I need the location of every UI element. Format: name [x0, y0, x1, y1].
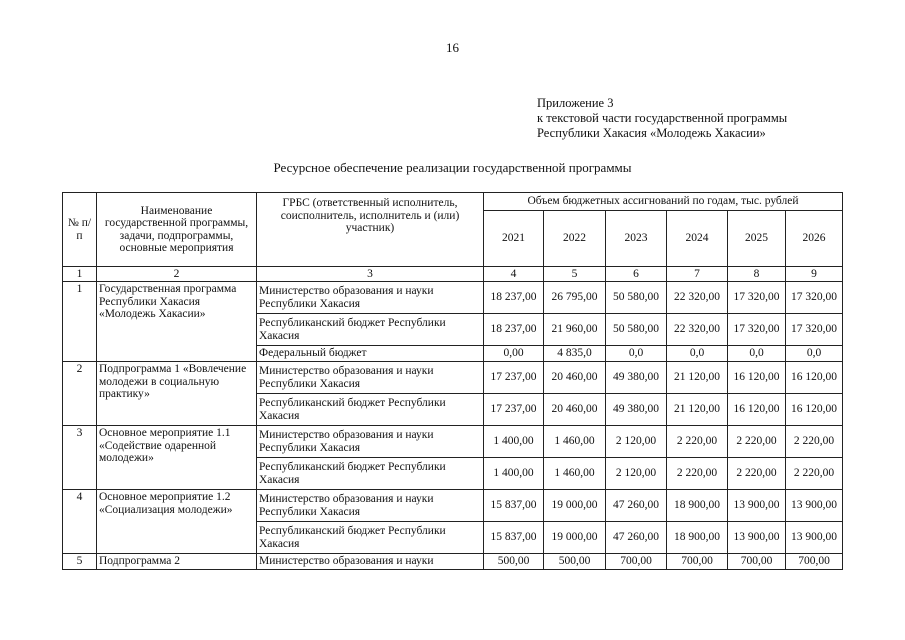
budget-value: 47 260,00	[606, 490, 667, 522]
header-year: 2024	[667, 211, 728, 267]
budget-value: 1 400,00	[484, 458, 544, 490]
program-name: Подпрограмма 2	[97, 554, 257, 570]
budget-value: 49 380,00	[606, 362, 667, 394]
budget-value: 2 220,00	[667, 426, 728, 458]
budget-value: 17 237,00	[484, 394, 544, 426]
budget-value: 15 837,00	[484, 522, 544, 554]
page-number: 16	[446, 40, 459, 55]
budget-value: 2 220,00	[786, 426, 843, 458]
budget-value: 47 260,00	[606, 522, 667, 554]
row-number: 5	[63, 554, 97, 570]
budget-value: 16 120,00	[728, 394, 786, 426]
budget-value: 0,0	[786, 346, 843, 362]
column-number: 9	[786, 267, 843, 282]
budget-value: 13 900,00	[728, 522, 786, 554]
budget-value: 1 400,00	[484, 426, 544, 458]
budget-value: 2 120,00	[606, 426, 667, 458]
appendix-line: к текстовой части государственной программы	[537, 111, 788, 125]
budget-value: 2 220,00	[786, 458, 843, 490]
resource-table	[62, 192, 843, 570]
column-number: 3	[257, 267, 484, 282]
header-name: Наименование государственной программы, задачи, подпрограммы, основные мероприятия	[97, 193, 257, 267]
budget-value: 19 000,00	[544, 522, 606, 554]
budget-value: 21 120,00	[667, 362, 728, 394]
budget-value: 0,0	[728, 346, 786, 362]
budget-value: 0,0	[606, 346, 667, 362]
budget-value: 17 320,00	[728, 282, 786, 314]
table-row	[63, 282, 843, 314]
budget-value: 500,00	[544, 554, 606, 570]
program-name: Основное мероприятие 1.1 «Содействие одаренной молодежи»	[97, 426, 257, 490]
budget-value: 26 795,00	[544, 282, 606, 314]
budget-value: 4 835,0	[544, 346, 606, 362]
budget-value: 18 900,00	[667, 522, 728, 554]
column-number-row	[63, 267, 843, 282]
budget-value: 17 320,00	[786, 282, 843, 314]
column-number: 7	[667, 267, 728, 282]
appendix-note	[537, 96, 787, 141]
budget-value: 17 320,00	[786, 314, 843, 346]
budget-value: 2 220,00	[728, 458, 786, 490]
header-year: 2023	[606, 211, 667, 267]
budget-value: 18 900,00	[667, 490, 728, 522]
column-number: 4	[484, 267, 544, 282]
header-year: 2025	[728, 211, 786, 267]
table-row	[63, 362, 843, 394]
budget-value: 20 460,00	[544, 394, 606, 426]
budget-value: 15 837,00	[484, 490, 544, 522]
table-row	[63, 490, 843, 522]
program-name: Основное мероприятие 1.2 «Социализация молодежи»	[97, 490, 257, 554]
executor: Министерство образования и науки Республики Хакасия	[257, 490, 484, 522]
column-number: 8	[728, 267, 786, 282]
budget-value: 20 460,00	[544, 362, 606, 394]
budget-value: 13 900,00	[786, 522, 843, 554]
row-number: 2	[63, 362, 97, 426]
budget-value: 22 320,00	[667, 314, 728, 346]
column-number: 2	[97, 267, 257, 282]
row-number: 3	[63, 426, 97, 490]
budget-value: 50 580,00	[606, 314, 667, 346]
header-num: № п/п	[63, 193, 97, 267]
budget-value: 13 900,00	[728, 490, 786, 522]
budget-value: 700,00	[728, 554, 786, 570]
budget-value: 17 237,00	[484, 362, 544, 394]
budget-value: 18 237,00	[484, 282, 544, 314]
budget-value: 700,00	[606, 554, 667, 570]
column-number: 1	[63, 267, 97, 282]
header-year: 2026	[786, 211, 843, 267]
budget-value: 500,00	[484, 554, 544, 570]
appendix-line: Приложение 3	[537, 96, 614, 110]
executor: Федеральный бюджет	[257, 346, 484, 362]
executor: Министерство образования и науки Республики Хакасия	[257, 282, 484, 314]
budget-value: 0,00	[484, 346, 544, 362]
appendix-line: Республики Хакасия «Молодежь Хакасии»	[537, 126, 766, 140]
executor: Министерство образования и науки Республики Хакасия	[257, 426, 484, 458]
budget-value: 18 237,00	[484, 314, 544, 346]
executor: Министерство образования и науки	[257, 554, 484, 570]
header-year: 2021	[484, 211, 544, 267]
table-row	[63, 554, 843, 570]
budget-value: 16 120,00	[786, 394, 843, 426]
executor: Министерство образования и науки Республики Хакасия	[257, 362, 484, 394]
program-name: Подпрограмма 1 «Вовлечение молодежи в социальную практику»	[97, 362, 257, 426]
budget-value: 1 460,00	[544, 426, 606, 458]
budget-value: 13 900,00	[786, 490, 843, 522]
budget-value: 2 220,00	[667, 458, 728, 490]
budget-value: 2 220,00	[728, 426, 786, 458]
budget-value: 17 320,00	[728, 314, 786, 346]
executor: Республиканский бюджет Республики Хакасия	[257, 458, 484, 490]
header-grbs: ГРБС (ответственный исполнитель, соисполнитель, исполнитель и (или) участник)	[257, 193, 484, 267]
budget-value: 22 320,00	[667, 282, 728, 314]
executor: Республиканский бюджет Республики Хакасия	[257, 394, 484, 426]
budget-value: 21 120,00	[667, 394, 728, 426]
budget-value: 0,0	[667, 346, 728, 362]
document-title: Ресурсное обеспечение реализации государственной программы	[273, 160, 632, 175]
budget-value: 16 120,00	[786, 362, 843, 394]
budget-value: 50 580,00	[606, 282, 667, 314]
column-number: 5	[544, 267, 606, 282]
budget-value: 1 460,00	[544, 458, 606, 490]
executor: Республиканский бюджет Республики Хакасия	[257, 522, 484, 554]
column-number: 6	[606, 267, 667, 282]
executor: Республиканский бюджет Республики Хакасия	[257, 314, 484, 346]
budget-value: 700,00	[667, 554, 728, 570]
budget-value: 700,00	[786, 554, 843, 570]
budget-value: 19 000,00	[544, 490, 606, 522]
budget-value: 2 120,00	[606, 458, 667, 490]
budget-value: 21 960,00	[544, 314, 606, 346]
budget-value: 16 120,00	[728, 362, 786, 394]
header-year: 2022	[544, 211, 606, 267]
program-name: Государственная программа Республики Хакасия «Молодежь Хакасии»	[97, 282, 257, 362]
table-row	[63, 426, 843, 458]
budget-value: 49 380,00	[606, 394, 667, 426]
header-budget: Объем бюджетных ассигнований по годам, тыс. рублей	[484, 193, 843, 211]
row-number: 4	[63, 490, 97, 554]
row-number: 1	[63, 282, 97, 362]
